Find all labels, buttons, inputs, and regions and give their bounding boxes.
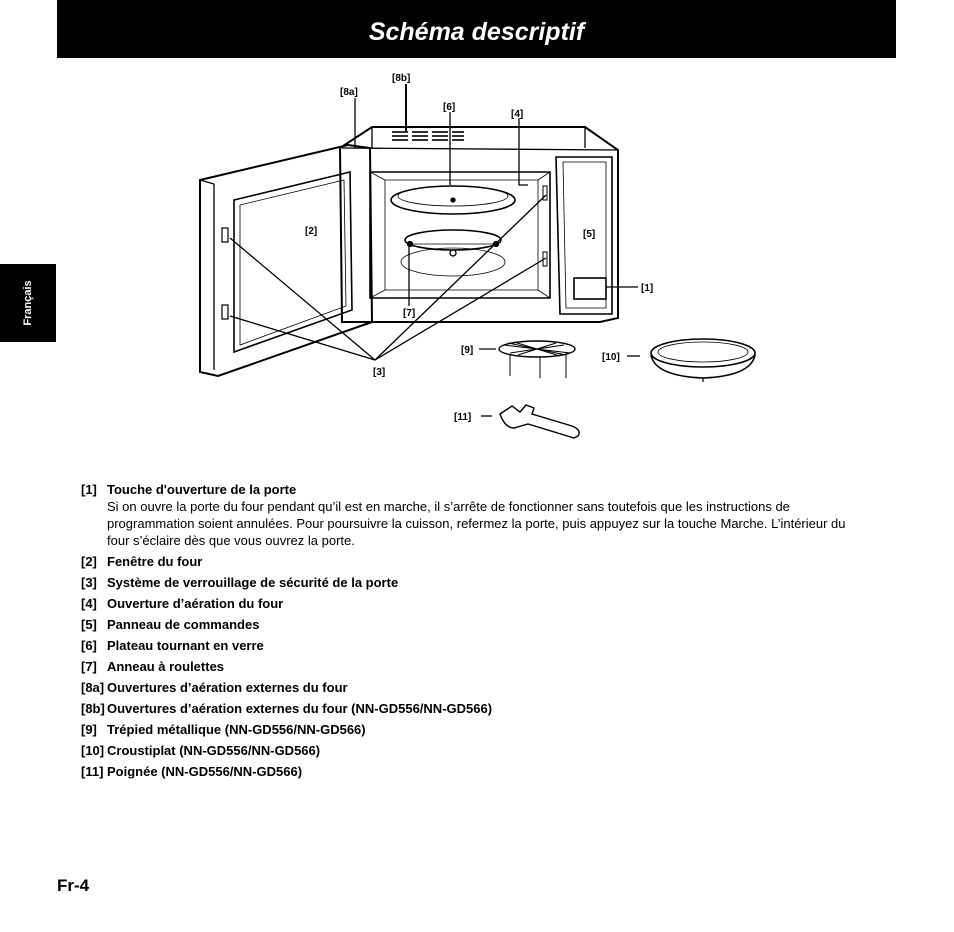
roller-ring: [401, 230, 505, 276]
legend-name: Ouverture d’aération du four: [107, 596, 284, 611]
wire-trivet: [499, 341, 575, 378]
legend-key: [6]: [81, 638, 97, 653]
legend-key: [11]: [81, 764, 104, 779]
legend-item: [81, 553, 871, 570]
legend-key: [10]: [81, 743, 105, 758]
legend-key: [9]: [81, 722, 97, 737]
legend-name: Ouvertures d’aération externes du four: [107, 680, 348, 695]
page-title: Schéma descriptif: [368, 18, 585, 46]
callout-10: [10]: [602, 352, 620, 363]
microwave-diagram: [0, 60, 954, 460]
callout-8a: [8a]: [340, 87, 358, 98]
legend-key: [3]: [81, 575, 97, 590]
legend-name: Panneau de commandes: [107, 617, 260, 632]
turntable-plate: [391, 186, 515, 214]
callout-11: [11]: [454, 412, 472, 423]
legend-item: [81, 595, 871, 612]
legend-item: [81, 763, 871, 780]
legend-key: [8b]: [81, 701, 105, 716]
legend-key: [8a]: [81, 680, 105, 695]
callout-9: [9]: [461, 345, 474, 356]
legend-item: [81, 721, 871, 738]
parts-legend: [81, 481, 871, 784]
pan-handle: [500, 405, 579, 438]
page-number: Fr-4: [57, 876, 90, 895]
callout-4: [4]: [511, 109, 524, 120]
legend-name: Poignée (NN-GD556/NN-GD566): [107, 764, 303, 779]
legend-name: Plateau tournant en verre: [107, 638, 264, 653]
callout-6: [6]: [443, 102, 456, 113]
legend-item: [81, 481, 871, 549]
legend-item: [81, 574, 871, 591]
legend-name: Anneau à roulettes: [107, 659, 225, 674]
legend-item: [81, 742, 871, 759]
oven-cavity: [370, 172, 550, 298]
callout-1: [1]: [641, 283, 654, 294]
legend-name: Système de verrouillage de sécurité de la porte: [107, 575, 399, 590]
top-vents: [392, 132, 464, 140]
lock-leader-lines: [230, 195, 546, 360]
legend-key: [2]: [81, 554, 97, 569]
legend-item: [81, 658, 871, 675]
legend-item: [81, 616, 871, 633]
legend-key: [1]: [81, 482, 97, 497]
legend-description: Si on ouvre la porte du four pendant qu’il est en marche, il s’arrête de fonctionner sans toutefois que les instructions de programmation soient annulées. Pour poursuivre la cuisson, refermez la porte, puis appuyez sur la touche Marche. L’intérieur du four s’éclaire dès que vous ouvrez la porte.: [107, 499, 846, 548]
oven-door: [200, 145, 372, 376]
page-header: [57, 0, 896, 58]
callout-5: [5]: [583, 229, 596, 240]
leader-lines: [355, 84, 640, 416]
language-tab-label: Français: [22, 280, 34, 326]
callout-8b: [8b]: [392, 73, 411, 84]
crisp-pan: [651, 339, 755, 382]
legend-name: Touche d'ouverture de la porte: [107, 482, 297, 497]
legend-key: [4]: [81, 596, 97, 611]
callout-3: [3]: [373, 367, 386, 378]
callout-7: [7]: [403, 308, 416, 319]
callout-2: [2]: [305, 226, 318, 237]
legend-name: Croustiplat (NN-GD556/NN-GD566): [107, 743, 321, 758]
legend-name: Ouvertures d’aération externes du four (NN-GD556/NN-GD566): [107, 701, 493, 716]
legend-name: Trépied métallique (NN-GD556/NN-GD566): [107, 722, 366, 737]
legend-key: [5]: [81, 617, 97, 632]
legend-item: [81, 637, 871, 654]
legend-key: [7]: [81, 659, 97, 674]
legend-item: [81, 679, 871, 696]
legend-name: Fenêtre du four: [107, 554, 203, 569]
legend-item: [81, 700, 871, 717]
